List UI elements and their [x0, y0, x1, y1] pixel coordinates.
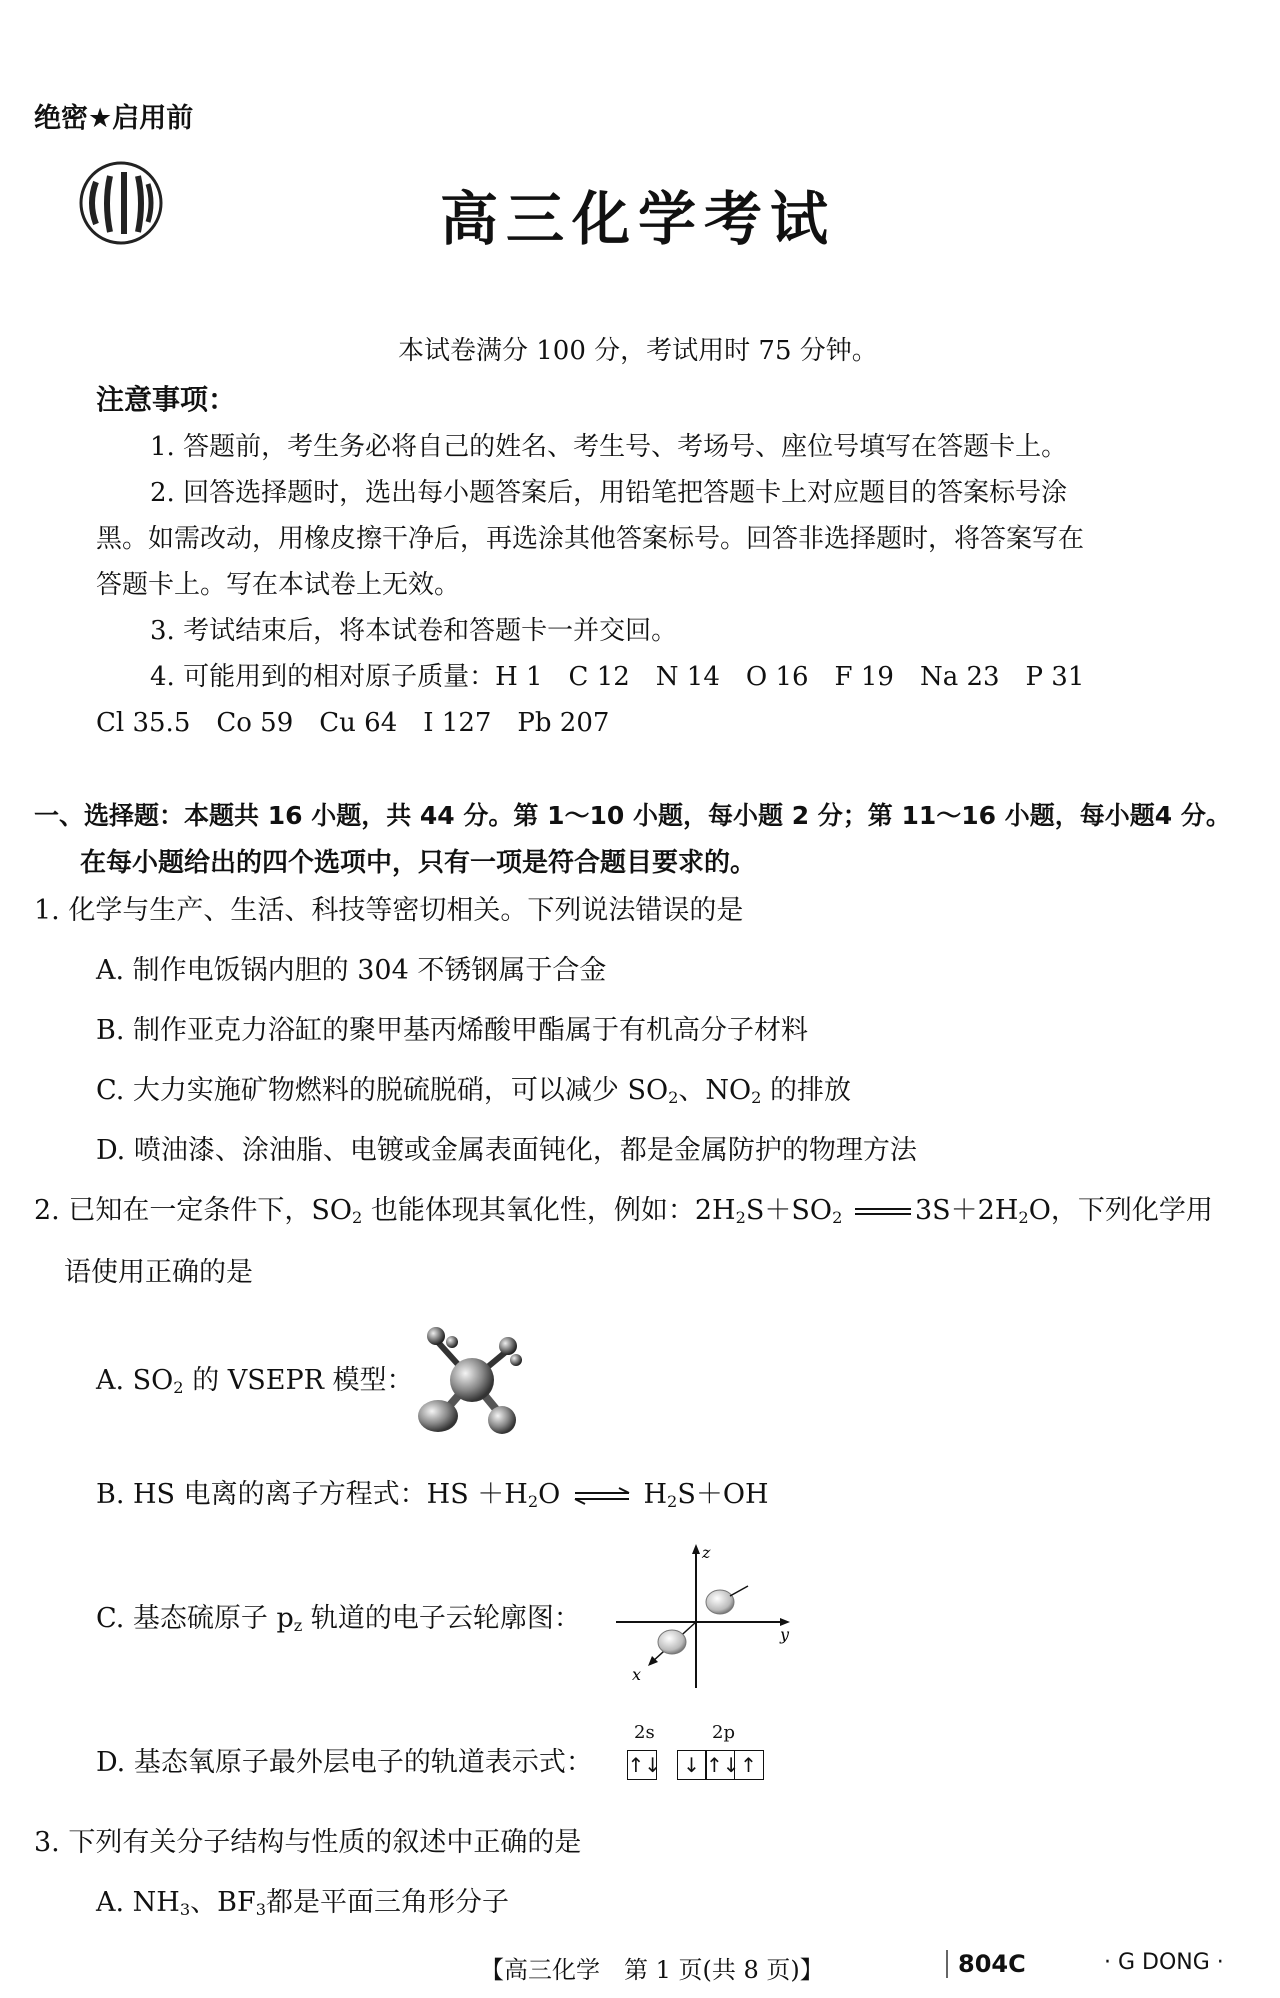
notes-heading: 注意事项： [96, 383, 237, 416]
note-line: 3. 考试结束后，将本试卷和答题卡一并交回。 [150, 616, 678, 646]
orbital-diagram [624, 1722, 784, 1792]
brand-mark: · G DONG · [1104, 1950, 1224, 1975]
section-header: 一、选择题：本题共 16 小题，共 44 分。第 1～10 小题，每小题 2 分；第 11～16 小题，每小题4 分。 [34, 801, 1231, 830]
label-2s: 2s [634, 1722, 655, 1743]
note-line: 黑。如需改动，用橡皮擦干净后，再选涂其他答案标号。回答非选择题时，将答案写在 [96, 524, 1085, 554]
question-3-option-a: A. $NH_3$、$BF_3$都是平面三角形分子 [96, 1887, 510, 1920]
question-1-option-c: C. 大力实施矿物燃料的脱硫脱硝，可以减少 $SO_2$、$NO_2$ 的排放 [96, 1075, 852, 1108]
question-3-stem: 3. 下列有关分子结构与性质的叙述中正确的是 [34, 1827, 582, 1858]
question-1-option-b: B. 制作亚克力浴缸的聚甲基丙烯酸甲酯属于有机高分子材料 [96, 1015, 809, 1046]
orbital-box: ↑↓ [705, 1750, 735, 1780]
note-line: Cl 35.5 Co 59 Cu 64 I 127 Pb 207 [96, 708, 610, 738]
label-2p: 2p [712, 1722, 735, 1743]
axis-label-x: x [632, 1665, 642, 1684]
orbital-boxes-2p [678, 1750, 764, 1780]
question-1-stem: 1. 化学与生产、生活、科技等密切相关。下列说法错误的是 [34, 895, 744, 926]
page-footer: 【高三化学 第 1 页(共 8 页)】 [480, 1956, 824, 1984]
equals-sign-icon [855, 1208, 911, 1215]
question-2-stem: 2. 已知在一定条件下，$SO_2$ 也能体现其氧化性，例如：$2H_2S+SO_2$ $3S+2H_2O$，下列化学用 [34, 1195, 1213, 1228]
reversible-arrow-icon [573, 1487, 631, 1505]
question-2-option-a: A. $SO_2$ 的 VSEPR 模型： [96, 1365, 414, 1398]
note-line: 2. 回答选择题时，选出每小题答案后，用铅笔把答题卡上对应题目的答案标号涂 [150, 478, 1068, 508]
axis-label-y: y [780, 1625, 790, 1644]
orbital-box: ↑ [734, 1750, 764, 1780]
note-line: 4. 可能用到的相对原子质量：H 1 C 12 N 14 O 16 F 19 Na 23 P 31 [150, 662, 1085, 692]
orbital-box-2s [627, 1750, 662, 1780]
note-line: 1. 答题前，考生务必将自己的姓名、考生号、考场号、座位号填写在答题卡上。 [150, 432, 1068, 462]
exam-logo-icon [78, 160, 164, 246]
orbital-box: ↑↓ [627, 1750, 657, 1780]
question-2-option-c: C. 基态硫原子 $p_z$ 轨道的电子云轮廓图： [96, 1603, 581, 1636]
secret-mark: 绝密★启用前 [34, 103, 194, 134]
note-line: 答题卡上。写在本试卷上无效。 [96, 570, 461, 600]
orbital-box: ↓ [677, 1750, 707, 1780]
axis-label-z: z [702, 1543, 711, 1562]
question-2-stem-line2: 语使用正确的是 [64, 1257, 253, 1288]
question-2-option-d: D. 基态氧原子最外层电子的轨道表示式： [96, 1747, 593, 1778]
question-1-option-d: D. 喷油漆、涂油脂、电镀或金属表面钝化，都是金属防护的物理方法 [96, 1135, 917, 1166]
page-title: 高三化学考试 [440, 185, 837, 253]
question-1-option-a: A. 制作电饭锅内胆的 304 不锈钢属于合金 [96, 955, 607, 986]
vsepr-model-icon [412, 1318, 528, 1438]
section-header: 在每小题给出的四个选项中，只有一项是符合题目要求的。 [80, 848, 757, 878]
question-2-option-b: B. HS 电离的离子方程式：HS $+H_2O$ $H_2S+OH$ [96, 1479, 769, 1512]
p-orbital-diagram [612, 1540, 796, 1690]
exam-info: 本试卷满分 100 分，考试用时 75 分钟。 [398, 336, 878, 366]
paper-code: 804C [946, 1950, 1026, 1978]
